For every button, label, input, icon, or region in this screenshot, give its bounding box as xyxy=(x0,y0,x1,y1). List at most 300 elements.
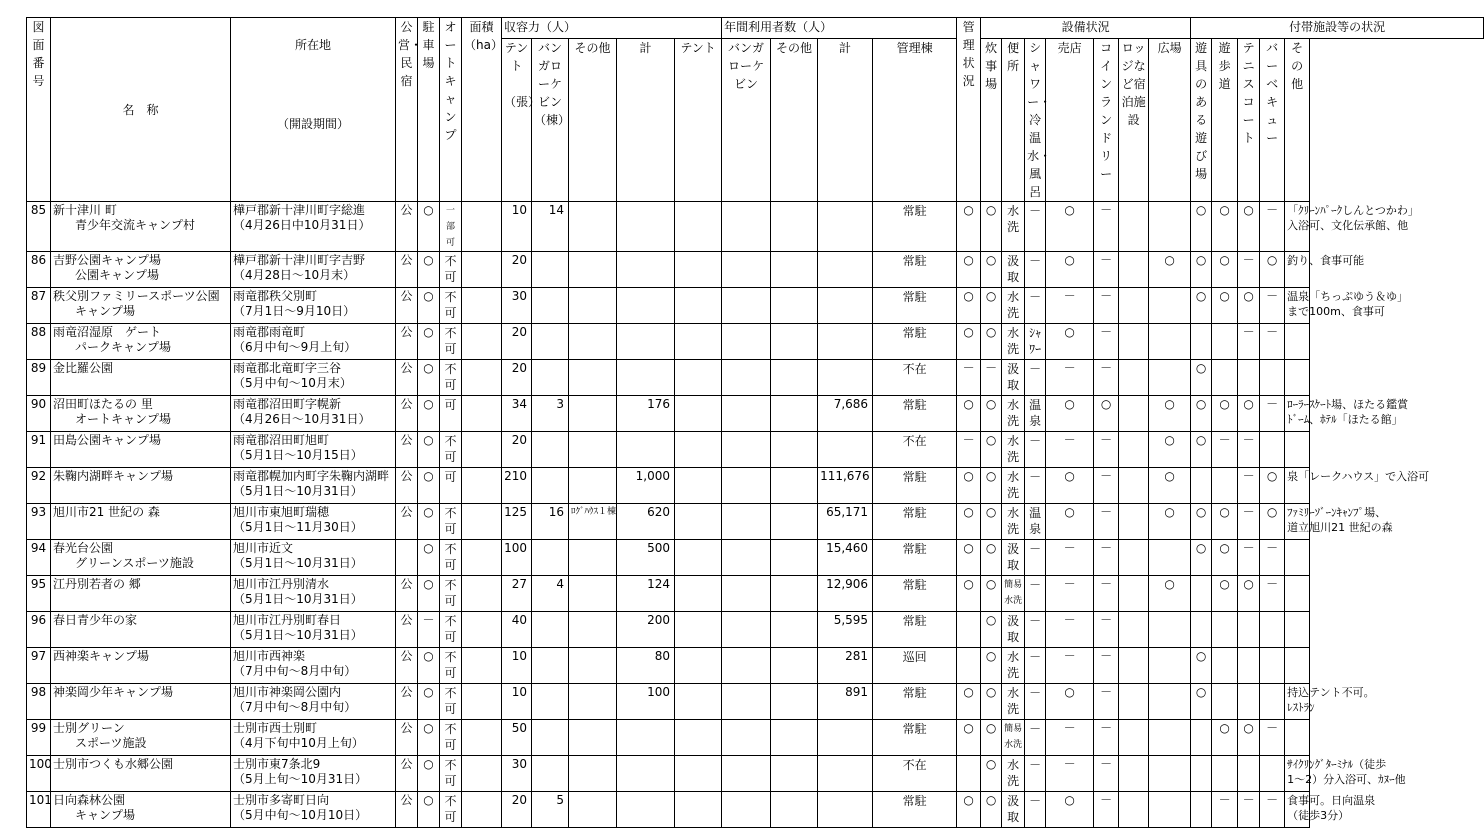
cell-kanri: ○ xyxy=(957,792,981,828)
cell-auto: 不可 xyxy=(440,612,462,648)
cell-bung: 16 xyxy=(532,504,569,540)
table-row xyxy=(27,648,1484,684)
cell-cap-total: 80 xyxy=(617,648,675,684)
cell-shower: － xyxy=(1025,720,1046,756)
cell-tent: 20 xyxy=(502,360,532,396)
cell-other xyxy=(1285,648,1310,684)
cell-cap-other xyxy=(569,432,617,468)
cell-tennis xyxy=(1238,648,1260,684)
cell-auto: 不可 xyxy=(440,792,462,828)
cell-baiten: － xyxy=(1046,648,1094,684)
cell-lodge xyxy=(1119,504,1149,540)
table-row xyxy=(27,792,1484,828)
cell-name: 吉野公園キャンプ場 公園キャンプ場 xyxy=(51,252,231,288)
cell-no: 92 xyxy=(27,468,51,504)
cell-suiji: ○ xyxy=(981,720,1002,756)
cell-mgmt: 常駐 xyxy=(873,252,957,288)
cell-other xyxy=(1285,576,1310,612)
cell-suiji: ○ xyxy=(981,252,1002,288)
table-row xyxy=(27,576,1484,612)
cell-u-total: 5,595 xyxy=(818,612,873,648)
cell-park: － xyxy=(418,612,440,648)
cell-cap-total xyxy=(617,792,675,828)
cell-tennis xyxy=(1238,360,1260,396)
cell-tent: 20 xyxy=(502,324,532,360)
cell-u-tent xyxy=(675,202,722,252)
cell-bbq xyxy=(1260,756,1285,792)
cell-benjo: 簡易水洗 xyxy=(1002,576,1025,612)
cell-play: ○ xyxy=(1191,684,1212,720)
cell-park: ○ xyxy=(418,432,440,468)
cell-suiji: ○ xyxy=(981,792,1002,828)
cell-park: ○ xyxy=(418,252,440,288)
cell-benjo: 水洗 xyxy=(1002,504,1025,540)
cell-play xyxy=(1191,576,1212,612)
cell-mgmt: 常駐 xyxy=(873,612,957,648)
cell-lodge xyxy=(1119,612,1149,648)
cell-name: 日向森林公園 キャンプ場 xyxy=(51,792,231,828)
cell-no: 98 xyxy=(27,684,51,720)
cell-u-total: 7,686 xyxy=(818,396,873,432)
cell-no: 87 xyxy=(27,288,51,324)
cell-shower: － xyxy=(1025,792,1046,828)
cell-area xyxy=(462,684,502,720)
cell-trail: ○ xyxy=(1212,576,1238,612)
cell-bung: 14 xyxy=(532,202,569,252)
cell-park: ○ xyxy=(418,756,440,792)
cell-mgmt: 不在 xyxy=(873,756,957,792)
cell-bung xyxy=(532,432,569,468)
header-a-play: 遊具のある遊び場 xyxy=(1191,39,1212,202)
cell-name: 士別市つくも水郷公園 xyxy=(51,756,231,792)
cell-tennis: － xyxy=(1238,468,1260,504)
cell-u-total xyxy=(818,360,873,396)
cell-play xyxy=(1191,324,1212,360)
cell-bung: 5 xyxy=(532,792,569,828)
cell-area xyxy=(462,396,502,432)
cell-mgmt: 常駐 xyxy=(873,684,957,720)
cell-park: ○ xyxy=(418,360,440,396)
cell-own: 公 xyxy=(396,504,418,540)
cell-tennis: ○ xyxy=(1238,720,1260,756)
table-body xyxy=(27,202,1484,828)
cell-cap-other xyxy=(569,612,617,648)
cell-park: ○ xyxy=(418,468,440,504)
cell-lodge xyxy=(1119,432,1149,468)
cell-benjo: 簡易水洗 xyxy=(1002,720,1025,756)
cell-u-other xyxy=(771,540,818,576)
cell-kanri: ○ xyxy=(957,684,981,720)
cell-hiroba xyxy=(1149,792,1191,828)
header-f-kanri: 管理棟 xyxy=(873,39,957,202)
cell-park: ○ xyxy=(418,324,440,360)
cell-cap-total xyxy=(617,252,675,288)
table-row xyxy=(27,468,1484,504)
cell-no: 100 xyxy=(27,756,51,792)
cell-kanri: － xyxy=(957,432,981,468)
cell-benjo: 水洗 xyxy=(1002,684,1025,720)
cell-u-tent xyxy=(675,540,722,576)
cell-u-tent xyxy=(675,792,722,828)
cell-no: 99 xyxy=(27,720,51,756)
cell-auto: 可 xyxy=(440,468,462,504)
cell-lodge xyxy=(1119,648,1149,684)
cell-other: ﾛｰﾗｰｽｹｰﾄ場、ほたる鑑賞 ﾄﾞｰﾑ、ﾎﾃﾙ「ほたる館」 xyxy=(1285,396,1310,432)
cell-suiji: ○ xyxy=(981,756,1002,792)
cell-coin: － xyxy=(1094,288,1119,324)
cell-suiji: ○ xyxy=(981,684,1002,720)
cell-u-tent xyxy=(675,684,722,720)
cell-suiji: ○ xyxy=(981,540,1002,576)
cell-trail xyxy=(1212,648,1238,684)
cell-kanri: ○ xyxy=(957,540,981,576)
cell-hiroba: ○ xyxy=(1149,432,1191,468)
cell-benjo: 汲取 xyxy=(1002,360,1025,396)
cell-shower: － xyxy=(1025,288,1046,324)
cell-addr: 樺戸郡新十津川町字総進 （4月26日中10月31日） xyxy=(231,202,396,252)
cell-park: ○ xyxy=(418,576,440,612)
cell-auto: 不可 xyxy=(440,648,462,684)
cell-park: ○ xyxy=(418,540,440,576)
cell-cap-total xyxy=(617,202,675,252)
cell-bbq xyxy=(1260,648,1285,684)
cell-no: 95 xyxy=(27,576,51,612)
cell-hiroba xyxy=(1149,684,1191,720)
cell-u-bung xyxy=(722,288,771,324)
cell-benjo: 汲取 xyxy=(1002,540,1025,576)
cell-park: ○ xyxy=(418,720,440,756)
cell-auto: 不可 xyxy=(440,720,462,756)
header-a-trail: 遊歩道 xyxy=(1212,39,1238,202)
cell-mgmt: 常駐 xyxy=(873,468,957,504)
cell-tent: 10 xyxy=(502,684,532,720)
cell-name: 田島公園キャンプ場 xyxy=(51,432,231,468)
cell-baiten: － xyxy=(1046,360,1094,396)
cell-baiten: ○ xyxy=(1046,684,1094,720)
cell-other: 温泉「ちっぷゆう＆ゆ」 まで100m、食事可 xyxy=(1285,288,1310,324)
cell-area xyxy=(462,468,502,504)
cell-u-other xyxy=(771,612,818,648)
cell-suiji: ○ xyxy=(981,432,1002,468)
cell-shower: － xyxy=(1025,756,1046,792)
cell-suiji: ○ xyxy=(981,202,1002,252)
cell-other: 「ｸﾘｰﾝﾊﾟｰｸしんとつかわ」 入浴可、文化伝承館、他 xyxy=(1285,202,1310,252)
header-a-other: その他 xyxy=(1285,39,1310,202)
cell-tennis xyxy=(1238,612,1260,648)
header-annex-group: 付帯施設等の状況 xyxy=(1191,18,1484,39)
cell-play: ○ xyxy=(1191,360,1212,396)
header-parking: 駐車場 xyxy=(418,18,440,202)
cell-area xyxy=(462,360,502,396)
cell-baiten: ○ xyxy=(1046,792,1094,828)
cell-trail xyxy=(1212,324,1238,360)
cell-u-bung xyxy=(722,756,771,792)
cell-auto: 不可 xyxy=(440,432,462,468)
cell-tennis: － xyxy=(1238,792,1260,828)
cell-shower: － xyxy=(1025,202,1046,252)
cell-tennis: － xyxy=(1238,252,1260,288)
cell-mgmt: 常駐 xyxy=(873,396,957,432)
cell-bung xyxy=(532,756,569,792)
cell-benjo: 汲取 xyxy=(1002,252,1025,288)
cell-u-other xyxy=(771,792,818,828)
cell-area xyxy=(462,540,502,576)
cell-no: 94 xyxy=(27,540,51,576)
cell-other: ｻｲｸﾘﾝｸﾞﾀｰﾐﾅﾙ（徒歩 1～2）分入浴可、ｶﾇｰ他 xyxy=(1285,756,1310,792)
cell-other xyxy=(1285,324,1310,360)
cell-tent: 30 xyxy=(502,288,532,324)
cell-bung xyxy=(532,360,569,396)
cell-bung xyxy=(532,612,569,648)
cell-u-tent xyxy=(675,648,722,684)
cell-u-tent xyxy=(675,612,722,648)
cell-tennis: － xyxy=(1238,432,1260,468)
cell-coin: － xyxy=(1094,324,1119,360)
header-a-hiroba: 広場 xyxy=(1149,39,1191,202)
cell-hiroba: ○ xyxy=(1149,252,1191,288)
cell-own: 公 xyxy=(396,684,418,720)
cell-lodge xyxy=(1119,684,1149,720)
cell-lodge xyxy=(1119,468,1149,504)
table-row xyxy=(27,252,1484,288)
cell-play: ○ xyxy=(1191,288,1212,324)
header-use-total: 計 xyxy=(818,39,873,202)
cell-u-other xyxy=(771,360,818,396)
cell-park: ○ xyxy=(418,202,440,252)
cell-baiten: － xyxy=(1046,756,1094,792)
cell-auto: 可 xyxy=(440,396,462,432)
cell-cap-total xyxy=(617,720,675,756)
cell-benjo: 水洗 xyxy=(1002,432,1025,468)
cell-hiroba xyxy=(1149,720,1191,756)
cell-u-other xyxy=(771,252,818,288)
cell-cap-other xyxy=(569,684,617,720)
cell-u-tent xyxy=(675,432,722,468)
cell-hiroba xyxy=(1149,288,1191,324)
table-row xyxy=(27,756,1484,792)
cell-own: 公 xyxy=(396,648,418,684)
cell-u-other xyxy=(771,324,818,360)
cell-trail xyxy=(1212,756,1238,792)
cell-mgmt: 常駐 xyxy=(873,324,957,360)
header-f-benjo: 便所 xyxy=(1002,39,1025,202)
cell-u-total xyxy=(818,432,873,468)
cell-kanri: ○ xyxy=(957,202,981,252)
cell-cap-total: 124 xyxy=(617,576,675,612)
cell-u-total xyxy=(818,720,873,756)
cell-addr: 雨竜郡秩父別町 （7月1日～9月10日） xyxy=(231,288,396,324)
header-cap-tent: テント （張） xyxy=(502,39,532,202)
cell-own: 公 xyxy=(396,720,418,756)
cell-u-other xyxy=(771,756,818,792)
cell-cap-total xyxy=(617,324,675,360)
header-cap-total: 計 xyxy=(617,39,675,202)
cell-hiroba xyxy=(1149,202,1191,252)
header-cap-bungalow: バンガローケビン （棟） xyxy=(532,39,569,202)
cell-lodge xyxy=(1119,720,1149,756)
header-f-shower: シャワー・冷温水・風呂 xyxy=(1025,39,1046,202)
cell-name: 新十津川 町 青少年交流キャンプ村 xyxy=(51,202,231,252)
cell-u-other xyxy=(771,648,818,684)
cell-u-bung xyxy=(722,720,771,756)
cell-kanri: ○ xyxy=(957,468,981,504)
table-row xyxy=(27,684,1484,720)
table-row xyxy=(27,612,1484,648)
cell-lodge xyxy=(1119,360,1149,396)
header-name: 名 称 xyxy=(51,18,231,202)
cell-u-total: 111,676 xyxy=(818,468,873,504)
cell-own: 公 xyxy=(396,468,418,504)
cell-play xyxy=(1191,792,1212,828)
cell-mgmt: 不在 xyxy=(873,360,957,396)
cell-name: 士別グリーン スポーツ施設 xyxy=(51,720,231,756)
cell-addr: 旭川市江丹別清水 （5月1日～10月31日） xyxy=(231,576,396,612)
cell-tennis: ○ xyxy=(1238,288,1260,324)
cell-kanri: ○ xyxy=(957,720,981,756)
header-capacity-group: 収容力（人） xyxy=(502,18,722,39)
cell-other: ﾌｧﾐﾘｰｿﾞｰﾝｷｬﾝﾌﾟ場、 道立旭川21 世紀の森 xyxy=(1285,504,1310,540)
cell-cap-other xyxy=(569,324,617,360)
cell-bung xyxy=(532,324,569,360)
table-row xyxy=(27,202,1484,252)
cell-own: 公 xyxy=(396,396,418,432)
cell-no: 101 xyxy=(27,792,51,828)
cell-name: 西神楽キャンプ場 xyxy=(51,648,231,684)
cell-cap-other xyxy=(569,720,617,756)
table-row xyxy=(27,504,1484,540)
cell-name: 朱鞠内湖畔キャンプ場 xyxy=(51,468,231,504)
cell-bbq: ○ xyxy=(1260,252,1285,288)
cell-area xyxy=(462,792,502,828)
cell-auto: 不可 xyxy=(440,540,462,576)
cell-no: 89 xyxy=(27,360,51,396)
table-row xyxy=(27,288,1484,324)
cell-u-other xyxy=(771,504,818,540)
cell-park: ○ xyxy=(418,792,440,828)
cell-bbq: － xyxy=(1260,288,1285,324)
cell-u-bung xyxy=(722,612,771,648)
cell-bbq xyxy=(1260,684,1285,720)
cell-mgmt: 常駐 xyxy=(873,792,957,828)
cell-baiten: ○ xyxy=(1046,252,1094,288)
cell-hiroba: ○ xyxy=(1149,468,1191,504)
cell-cap-other xyxy=(569,648,617,684)
cell-cap-other xyxy=(569,288,617,324)
cell-benjo: 水洗 xyxy=(1002,648,1025,684)
cell-cap-other xyxy=(569,468,617,504)
cell-trail: ○ xyxy=(1212,504,1238,540)
cell-cap-total: 500 xyxy=(617,540,675,576)
cell-u-other xyxy=(771,202,818,252)
cell-u-other xyxy=(771,432,818,468)
cell-coin: － xyxy=(1094,684,1119,720)
cell-own: 公 xyxy=(396,324,418,360)
cell-coin: － xyxy=(1094,756,1119,792)
cell-auto: 一部可 xyxy=(440,202,462,252)
cell-play xyxy=(1191,756,1212,792)
cell-mgmt: 常駐 xyxy=(873,576,957,612)
cell-benjo: 水洗 xyxy=(1002,396,1025,432)
cell-shower: － xyxy=(1025,468,1046,504)
cell-bung xyxy=(532,252,569,288)
cell-cap-total xyxy=(617,360,675,396)
cell-name: 神楽岡少年キャンプ場 xyxy=(51,684,231,720)
cell-own: 公 xyxy=(396,612,418,648)
cell-baiten: － xyxy=(1046,288,1094,324)
cell-own: 公 xyxy=(396,252,418,288)
cell-hiroba xyxy=(1149,540,1191,576)
cell-u-tent xyxy=(675,288,722,324)
cell-bung xyxy=(532,468,569,504)
cell-benjo: 水洗 xyxy=(1002,468,1025,504)
cell-auto: 不可 xyxy=(440,252,462,288)
cell-area xyxy=(462,252,502,288)
cell-u-bung xyxy=(722,202,771,252)
cell-u-total xyxy=(818,792,873,828)
cell-other: 食事可。日向温泉 （徒歩3分） xyxy=(1285,792,1310,828)
cell-baiten: ○ xyxy=(1046,468,1094,504)
cell-u-bung xyxy=(722,792,771,828)
cell-u-total xyxy=(818,756,873,792)
cell-bbq xyxy=(1260,432,1285,468)
cell-park: ○ xyxy=(418,288,440,324)
cell-bbq: － xyxy=(1260,396,1285,432)
cell-addr: 雨竜郡幌加内町字朱鞠内湖畔 （5月1日～10月31日） xyxy=(231,468,396,504)
cell-no: 86 xyxy=(27,252,51,288)
cell-mgmt: 常駐 xyxy=(873,202,957,252)
cell-benjo: 汲取 xyxy=(1002,612,1025,648)
cell-u-tent xyxy=(675,396,722,432)
cell-lodge xyxy=(1119,756,1149,792)
cell-hiroba: ○ xyxy=(1149,504,1191,540)
cell-lodge xyxy=(1119,540,1149,576)
cell-no: 97 xyxy=(27,648,51,684)
cell-hiroba xyxy=(1149,360,1191,396)
cell-tennis: － xyxy=(1238,540,1260,576)
cell-u-total xyxy=(818,288,873,324)
cell-other xyxy=(1285,360,1310,396)
cell-own: 公 xyxy=(396,792,418,828)
cell-suiji: ○ xyxy=(981,288,1002,324)
cell-benjo: 水洗 xyxy=(1002,288,1025,324)
cell-play xyxy=(1191,612,1212,648)
cell-tent: 20 xyxy=(502,432,532,468)
cell-play: ○ xyxy=(1191,540,1212,576)
cell-bbq: ○ xyxy=(1260,504,1285,540)
cell-baiten: － xyxy=(1046,612,1094,648)
header-autocamp: オートキャンプ xyxy=(440,18,462,202)
cell-lodge xyxy=(1119,792,1149,828)
cell-lodge xyxy=(1119,576,1149,612)
cell-area xyxy=(462,720,502,756)
cell-u-bung xyxy=(722,540,771,576)
cell-tennis: ○ xyxy=(1238,396,1260,432)
cell-mgmt: 常駐 xyxy=(873,288,957,324)
header-address: 所在地 （開設期間） xyxy=(231,18,396,202)
cell-bbq: － xyxy=(1260,720,1285,756)
cell-u-tent xyxy=(675,468,722,504)
cell-trail: ○ xyxy=(1212,288,1238,324)
cell-other: 釣り、食事可能 xyxy=(1285,252,1310,288)
cell-tent: 10 xyxy=(502,202,532,252)
cell-lodge xyxy=(1119,288,1149,324)
cell-trail: － xyxy=(1212,432,1238,468)
cell-shower: － xyxy=(1025,432,1046,468)
cell-auto: 不可 xyxy=(440,756,462,792)
cell-park: ○ xyxy=(418,504,440,540)
cell-cap-other xyxy=(569,540,617,576)
cell-u-bung xyxy=(722,576,771,612)
